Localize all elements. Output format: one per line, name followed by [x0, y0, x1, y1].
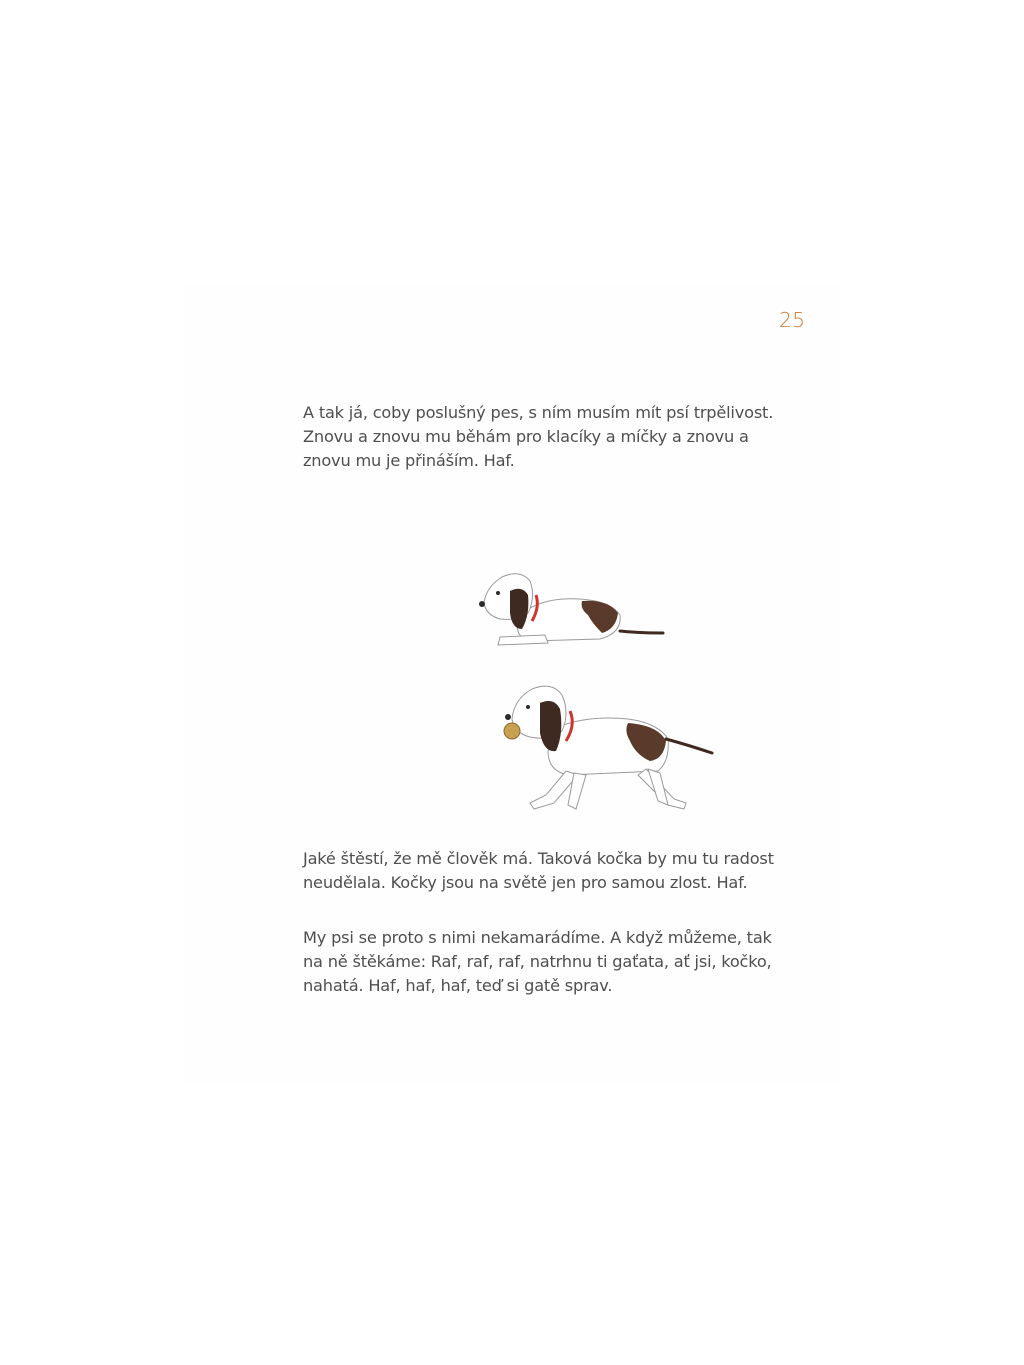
dog-ear: [540, 701, 561, 751]
dog-tail: [666, 739, 712, 753]
lying-dog-illustration: [470, 563, 670, 653]
ball-in-mouth: [504, 723, 520, 739]
dog-nose: [505, 714, 511, 720]
page-number: 25: [779, 308, 806, 332]
dog-nose: [479, 601, 485, 607]
dog-eye: [526, 705, 530, 709]
dog-tail: [620, 631, 663, 633]
dog-front-legs: [498, 635, 548, 645]
walking-dog-illustration: [498, 675, 718, 820]
paragraph-1: A tak já, coby poslušný pes, s ním musím mít psí trpělivost. Znovu a znovu mu běhám pro klacíky a míčky a znovu a znovu mu je přináším. Haf.: [303, 403, 774, 470]
dog-eye: [496, 591, 500, 595]
paragraph-2: Jaké štěstí, že mě člověk má. Taková kočka by mu tu radost neudělala. Kočky jsou na světě jen pro samou zlost. Haf.: [303, 849, 774, 892]
paragraph-3: My psi se proto s nimi nekamarádíme. A když můžeme, tak na ně štěkáme: Raf, raf, raf, natrhnu ti gaťata, ať jsi, kočko, nahatá. Haf, haf, haf, teď si gatě sprav.: [303, 928, 772, 995]
